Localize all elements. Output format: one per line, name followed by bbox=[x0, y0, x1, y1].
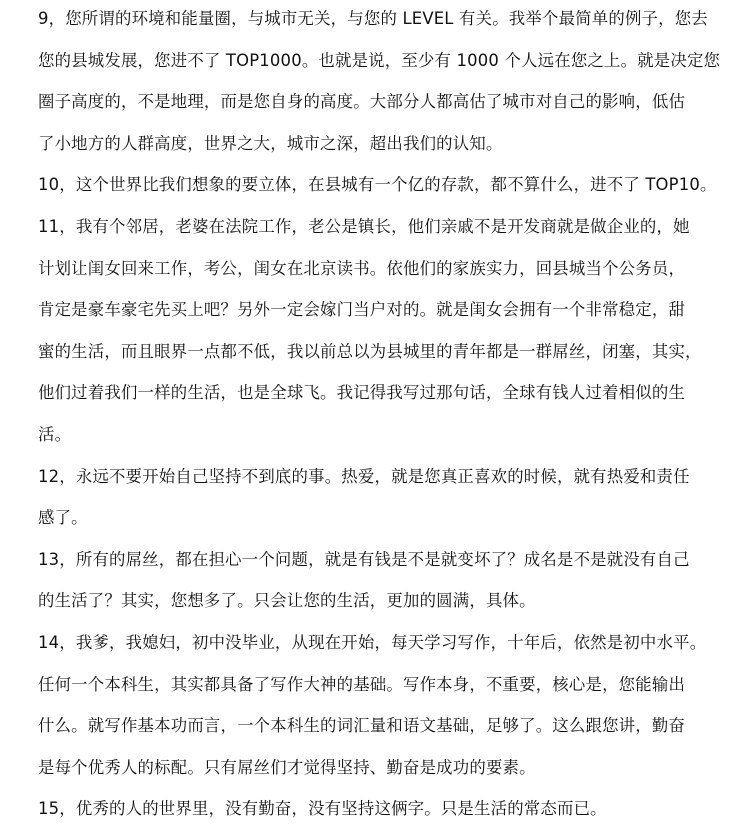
text-line: 12，永远不要开始自己坚持不到底的事。热爱，就是您真正喜欢的时候，就有热爱和责任 bbox=[38, 466, 690, 486]
text-line: 了小地方的人群高度，世界之大，城市之深，超出我们的认知。 bbox=[38, 133, 503, 153]
text-line: 活。 bbox=[38, 424, 72, 444]
text-line: 15，优秀的人的世界里，没有勤奋，没有坚持这俩字。只是生活的常态而已。 bbox=[38, 799, 607, 819]
paragraph-10 bbox=[38, 164, 717, 206]
paragraph-11 bbox=[38, 206, 702, 456]
text-line: 蜜的生活，而且眼界一点都不低，我以前总以为县城里的青年都是一群屌丝，闭塞，其实， bbox=[38, 341, 702, 361]
paragraph-14 bbox=[38, 622, 707, 788]
text-line: 11，我有个邻居，老婆在法院工作，老公是镇长，他们亲戚不是开发商就是做企业的，她 bbox=[38, 216, 690, 236]
paragraph-12 bbox=[38, 456, 694, 539]
text-line: 14，我爹，我媳妇，初中没毕业，从现在开始，每天学习写作，十年后，依然是初中水平。 bbox=[38, 632, 707, 652]
text-line: 感了。 bbox=[38, 508, 88, 528]
text-line: 的生活了？其实，您想多了。只会让您的生活，更加的圆满，具体。 bbox=[38, 591, 536, 611]
text-line: 计划让闺女回来工作，考公，闺女在北京读书。依他们的家族实力，回县城当个公务员， bbox=[38, 258, 686, 278]
text-line: 什么。就写作基本功而言，一个本科生的词汇量和语文基础，足够了。这么跟您讲，勤奋 bbox=[38, 716, 686, 736]
text-line: 10，这个世界比我们想象的要立体，在县城有一个亿的存款，都不算什么，进不了 TOP10。 bbox=[38, 175, 717, 195]
text-line: 9，您所谓的环境和能量圈，与城市无关，与您的 LEVEL 有关。我举个最简单的例子，您去 bbox=[38, 9, 708, 28]
text-line: 13，所有的屌丝，都在担心一个问题，就是有钱是不是就变坏了？成名是不是就没有自己 bbox=[38, 549, 690, 569]
text-line: 肯定是豪车豪宅先买上吧？另外一定会嫁门当户对的。就是闺女会拥有一个非常稳定，甜 bbox=[38, 300, 686, 320]
paragraph-13 bbox=[38, 539, 694, 622]
text-line: 任何一个本科生，其实都具备了写作大神的基础。写作本身，不重要，核心是，您能输出 bbox=[38, 674, 686, 694]
text-line: 您的县城发展，您进不了 TOP1000。也就是说，至少有 1000 个人远在您之上。就是决定您 bbox=[38, 50, 721, 70]
text-line: 圈子高度的，不是地理，而是您自身的高度。大部分人都高估了城市对自己的影响，低估 bbox=[38, 92, 686, 112]
paragraph-15 bbox=[38, 788, 694, 830]
text-line: 是每个优秀人的标配。只有屌丝们才觉得坚持、勤奋是成功的要素。 bbox=[38, 757, 536, 777]
text-line: 他们过着我们一样的生活，也是全球飞。我记得我写过那句话，全球有钱人过着相似的生 bbox=[38, 383, 686, 403]
paragraph-9 bbox=[38, 0, 721, 164]
